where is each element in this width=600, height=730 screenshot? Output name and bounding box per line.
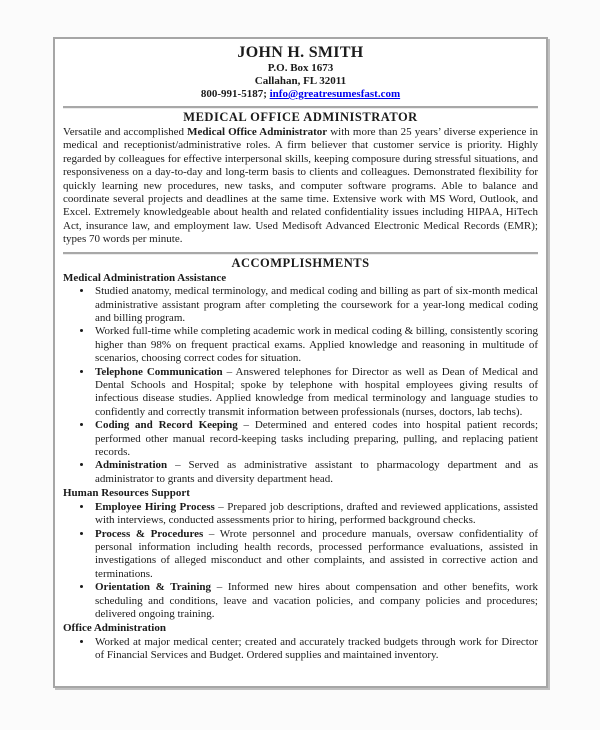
bullet-item xyxy=(93,325,538,365)
summary-text-pre: Versatile and accomplished xyxy=(63,126,188,138)
bullet-lead: Administration xyxy=(95,459,168,472)
divider-accomplishments xyxy=(63,252,538,254)
group-heading-medical-administration: Medical Administration Assistance xyxy=(63,271,227,284)
divider-header xyxy=(63,106,538,108)
email-link[interactable]: info@greatresumesfast.com xyxy=(269,88,401,100)
phone-email-line xyxy=(63,88,538,101)
summary-bold-title: Medical Office Administrator xyxy=(187,126,328,138)
bullet-item xyxy=(93,501,538,528)
bullet-text: – Determined and entered codes into hospital patient records; performed other manual record-keeping tasks including preparing, pulling, and replacing patient records. xyxy=(95,419,538,459)
address-line-1: P.O. Box 1673 xyxy=(267,62,334,74)
bullet-item xyxy=(93,366,538,420)
phone-number: 800-991-5187; xyxy=(200,88,270,100)
bullet-text: – Informed new hires about compensation and other benefits, work scheduling and conditions, leave and vacation policies, and company policies and procedures; delivered ongoing training. xyxy=(95,581,538,620)
bullet-list-human-resources xyxy=(63,501,538,622)
bullet-item xyxy=(93,528,538,582)
bullet-lead: Process & Procedures xyxy=(95,527,204,540)
candidate-name: JOHN H. SMITH xyxy=(237,44,364,61)
bullet-text: – Served as administrative assistant to pharmacology department and as administrator to grants and diversity department head. xyxy=(95,459,538,485)
bullet-text: Worked full-time while completing academic work in medical coding & billing, consistently scoring higher than 98% on frequent practical exams. Applied knowledge and reasoning in multitude of scenarios, choosing correct codes for situation. xyxy=(95,325,538,365)
group-heading-office-administration: Office Administration xyxy=(63,622,166,635)
bullet-item xyxy=(93,581,538,621)
bullet-text: – Wrote personnel and procedure manuals, oversaw confidentiality of personal information including health records, processed performance evaluations, assisted in investigations of alleged misconduct and other complaints, and assisted in corrective action and terminations. xyxy=(95,527,538,580)
summary-text-post: with more than 25 years’ diverse experience in medical and receptionist/administrative roles. A firm believer that customer service is priority. Highly regarded by colleagues for effective interpersonal skills, keeping composure during stressful situations, and responsiveness on a day-to-day and long-term basis to clients and colleagues. Demonstrated flexibility for quickly learning new procedures, new tasks, and computer software programs. Able to balance and coordinate several projects and deadlines at the same time. Extensive work with MS Word, Outlook, and Excel. Extremely knowledgeable about health and related confidentiality issues including HIPAA, HiTech Act, insurance law, and employment law. Used Medisoft Advanced Electronic Medical Records (EMR); types 70 words per minute. xyxy=(63,126,538,246)
bullet-item xyxy=(93,636,538,663)
accomplishments-heading: ACCOMPLISHMENTS xyxy=(231,255,370,270)
bullet-text: – Prepared job descriptions, drafted and reviewed applications, assisted with interviews, conducted assessments prior to hiring, performed background checks. xyxy=(95,500,539,527)
address-line-2: Callahan, FL 32011 xyxy=(254,75,347,87)
summary-paragraph xyxy=(63,126,538,247)
bullet-lead: Telephone Communication xyxy=(95,365,223,378)
bullet-text: – Answered telephones for Director as well as Dean of Medical and Dental Schools and Hospital; spoke by telephone with hospital employees giving results of infectious disease studies. Applied knowledge from medical terminology and language studies to confidently and correctly transmit information between professionals (nurses, doctors, lab techs). xyxy=(95,365,539,418)
job-title-heading: MEDICAL OFFICE ADMINISTRATOR xyxy=(183,110,418,124)
bullet-list-office-administration xyxy=(63,636,538,663)
bullet-lead: Employee Hiring Process xyxy=(95,500,215,513)
bullet-text: Studied anatomy, medical terminology, and medical coding and billing as part of six-month medical administrative assistant program after completing the coursework for a year-long medical coding and billing program. xyxy=(95,285,538,324)
bullet-list-medical-administration xyxy=(63,285,538,486)
bullet-lead: Coding and Record Keeping xyxy=(95,419,238,432)
bullet-item xyxy=(93,459,538,486)
bullet-item xyxy=(93,419,538,459)
bullet-text: Worked at major medical center; created and accurately tracked budgets through work for Director of Financial Services and Budget. Ordered supplies and maintained inventory. xyxy=(95,635,538,662)
bullet-lead: Orientation & Training xyxy=(95,581,212,594)
group-heading-human-resources: Human Resources Support xyxy=(63,487,190,500)
resume-header xyxy=(63,44,538,101)
resume-page xyxy=(53,37,548,688)
bullet-item xyxy=(93,285,538,325)
